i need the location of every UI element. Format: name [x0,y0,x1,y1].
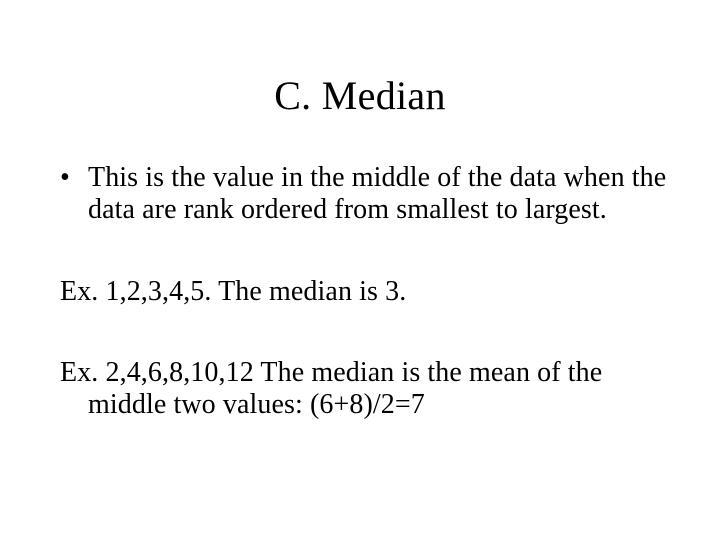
bullet-line-1: This is the value in the middle of the data when the [88,162,667,193]
bullet-line-2: data are rank ordered from smallest to largest. [88,194,607,225]
example-1-line-1: Ex. 1,2,3,4,5. The median is 3. [60,276,407,307]
slide-title: C. Median [274,73,446,118]
bullet-icon: • [60,162,70,193]
example-2-line-2: middle two values: (6+8)/2=7 [88,389,425,420]
example-2 [60,357,680,421]
bullet-point [60,162,708,226]
example-2-line-1: Ex. 2,4,6,8,10,12 The median is the mean of the [60,357,603,388]
example-1 [60,276,680,308]
